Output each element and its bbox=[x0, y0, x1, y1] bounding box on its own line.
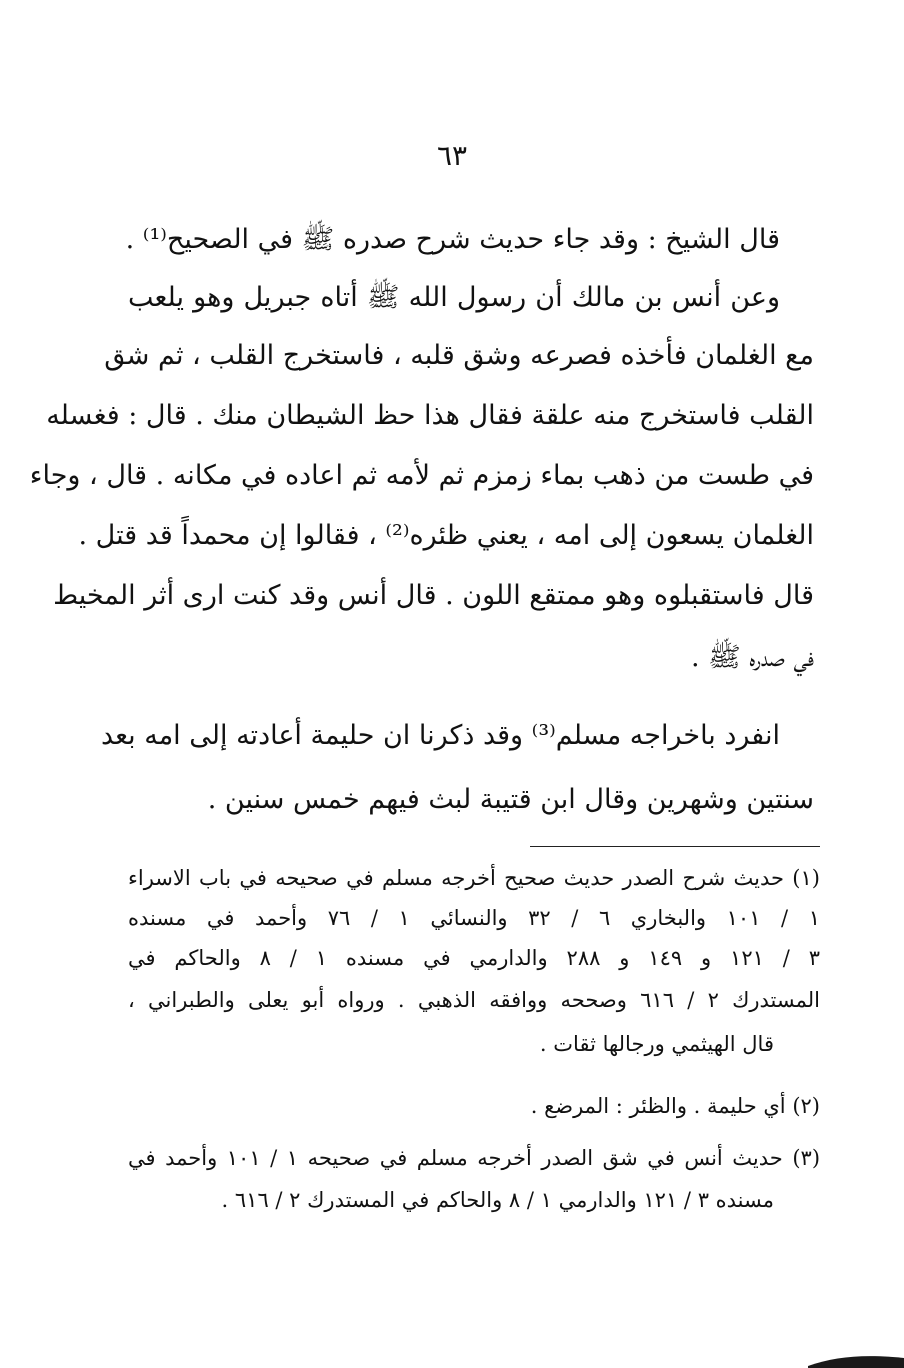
body-line: وعن أنس بن مالك أن رسول الله ﷺ أتاه جبريل وهو يلعب bbox=[128, 282, 780, 313]
footnote-line: المستدرك ٢ / ٦١٦ وصححه ووافقه الذهبي . ورواه أبو يعلى والطبراني ، bbox=[128, 988, 821, 1012]
body-line: مع الغلمان فأخذه فصرعه وشق قلبه ، فاستخرج القلب ، ثم شق bbox=[104, 340, 814, 371]
body-line: انفرد باخراجه مسلم⁽³⁾ وقد ذكرنا ان حليمة أعادته إلى امه بعد bbox=[100, 720, 780, 751]
footnote-line: مسنده ٣ / ١٢١ والدارمي ١ / ٨ والحاكم في المستدرك ٢ / ٦١٦ . bbox=[221, 1188, 774, 1212]
footnote-line: (١) حديث شرح الصدر حديث صحيح أخرجه مسلم في صحيحه في باب الاسراء bbox=[128, 866, 820, 890]
footnote-line: (٢) أي حليمة . والظئر : المرضع . bbox=[530, 1094, 820, 1118]
page-number: ٦٣ bbox=[436, 139, 468, 172]
footnote-separator bbox=[530, 846, 820, 847]
footnote-line: ٣ / ١٢١ و ١٤٩ و ٢٨٨ والدارمي في مسنده ١ / ٨ والحاكم في bbox=[128, 946, 821, 970]
footnote-line: قال الهيثمي ورجالها ثقات . bbox=[539, 1032, 774, 1056]
body-line: قال الشيخ : وقد جاء حديث شرح صدره ﷺ في الصحيح⁽¹⁾ . bbox=[125, 224, 780, 255]
body-line: القلب فاستخرج منه علقة فقال هذا حظ الشيطان منك . قال : فغسله bbox=[46, 400, 814, 431]
footnote-line: (٣) حديث أنس في شق الصدر أخرجه مسلم في صحيحه ١ / ١٠١ وأحمد في bbox=[128, 1146, 821, 1170]
body-line: الغلمان يسعون إلى امه ، يعني ظئره⁽²⁾ ، فقالوا إن محمداً قد قتل . bbox=[78, 520, 814, 551]
body-line: قال فاستقبلوه وهو ممتقع اللون . قال أنس وقد كنت ارى أثر المخيط bbox=[53, 580, 814, 611]
body-line: في صدره ﷺ . bbox=[690, 642, 814, 673]
scan-mark bbox=[806, 1344, 904, 1368]
body-line: سنتين وشهرين وقال ابن قتيبة لبث فيهم خمس سنين . bbox=[207, 784, 814, 815]
body-line: في طست من ذهب بماء زمزم ثم لأمه ثم اعاده في مكانه . قال ، وجاء bbox=[29, 460, 814, 491]
footnote-line: ١ / ١٠١ والبخاري ٦ / ٣٢ والنسائي ١ / ٧٦ وأحمد في مسنده bbox=[128, 906, 820, 930]
